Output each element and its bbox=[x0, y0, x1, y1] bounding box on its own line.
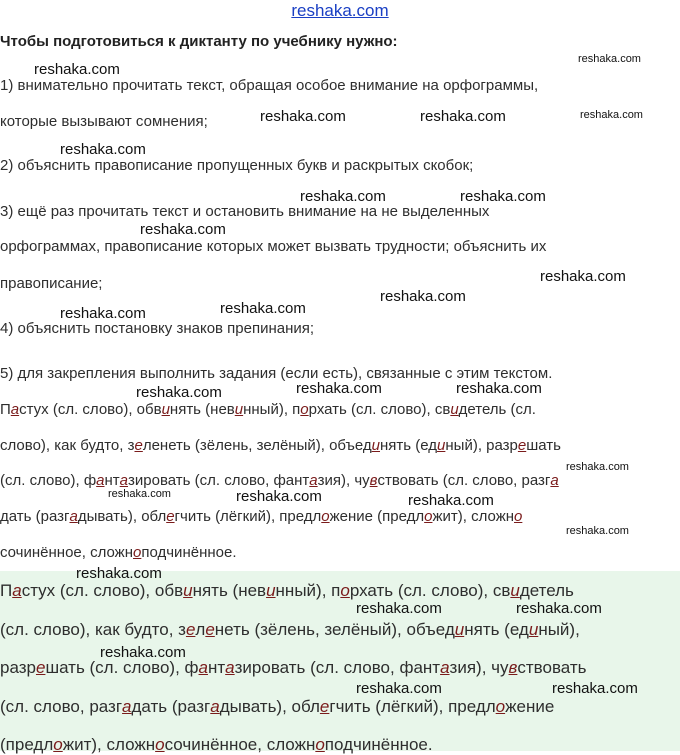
watermark: reshaka.com bbox=[296, 380, 382, 397]
answer-line-2: слово), как будто, зеленеть (зёлень, зелёный), объединять (единый), разрешать bbox=[0, 437, 561, 454]
watermark: reshaka.com bbox=[380, 288, 466, 305]
watermark: reshaka.com bbox=[460, 188, 546, 205]
watermark: reshaka.com bbox=[516, 600, 602, 617]
watermark: reshaka.com bbox=[260, 108, 346, 125]
watermark: reshaka.com bbox=[34, 61, 120, 78]
watermark: reshaka.com bbox=[136, 384, 222, 401]
step-4: 4) объяснить постановку знаков препинания; bbox=[0, 320, 315, 337]
watermark: reshaka.com bbox=[60, 305, 146, 322]
green-answer-line-4: (сл. слово, разгадать (разгадывать), облегчить (лёгкий), предложение bbox=[0, 697, 555, 716]
watermark: reshaka.com bbox=[140, 221, 226, 238]
watermark: reshaka.com bbox=[300, 188, 386, 205]
watermark: reshaka.com bbox=[408, 492, 494, 509]
watermark: reshaka.com bbox=[540, 268, 626, 285]
step-3-line-1: 3) ещё раз прочитать текст и остановить внимание на не выделенных bbox=[0, 203, 490, 220]
green-answer-line-2: (сл. слово), как будто, зеленеть (зёлень, зелёный), объединять (единый), bbox=[0, 620, 580, 639]
watermark: reshaka.com bbox=[566, 525, 629, 537]
green-answer-line-3: разрешать (сл. слово), фантазировать (сл. слово, фантазия), чувствовать bbox=[0, 658, 587, 677]
watermark: reshaka.com bbox=[220, 300, 306, 317]
watermark: reshaka.com bbox=[236, 488, 322, 505]
answer-line-5: сочинённое, сложноподчинённое. bbox=[0, 544, 237, 561]
watermark: reshaka.com bbox=[60, 141, 146, 158]
step-1-line-2: которые вызывают сомнения; bbox=[0, 113, 208, 130]
watermark: reshaka.com bbox=[420, 108, 506, 125]
watermark: reshaka.com bbox=[76, 565, 162, 582]
watermark: reshaka.com bbox=[552, 680, 638, 697]
green-answer-line-1: Пастух (сл. слово), обвинять (невинный), порхать (сл. слово), свидетель bbox=[0, 581, 574, 600]
watermark: reshaka.com bbox=[108, 488, 171, 500]
answer-line-4: дать (разгадывать), облегчить (лёгкий), предложение (предложит), сложно bbox=[0, 508, 523, 525]
green-answer-line-5: (предложит), сложносочинённое, сложноподчинённое. bbox=[0, 735, 433, 754]
step-3-line-2: орфограммах, правописание которых может вызвать трудности; объяснить их bbox=[0, 238, 547, 255]
site-link[interactable]: reshaka.com bbox=[291, 1, 389, 20]
answer-line-1: Пастух (сл. слово), обвинять (невинный), порхать (сл. слово), свидетель (сл. bbox=[0, 401, 536, 418]
watermark: reshaka.com bbox=[456, 380, 542, 397]
page-heading: Чтобы подготовиться к диктанту по учебнику нужно: bbox=[0, 33, 398, 50]
step-1-line-1: 1) внимательно прочитать текст, обращая особое внимание на орфограммы, bbox=[0, 77, 539, 94]
watermark: reshaka.com bbox=[100, 644, 186, 661]
step-2: 2) объяснить правописание пропущенных букв и раскрытых скобок; bbox=[0, 157, 474, 174]
step-5: 5) для закрепления выполнить задания (если есть), связанные с этим текстом. bbox=[0, 365, 553, 382]
watermark: reshaka.com bbox=[578, 53, 641, 65]
step-3-line-3: правописание; bbox=[0, 275, 103, 292]
watermark: reshaka.com bbox=[356, 600, 442, 617]
watermark: reshaka.com bbox=[356, 680, 442, 697]
watermark: reshaka.com bbox=[580, 109, 643, 121]
answer-line-3: (сл. слово), фантазировать (сл. слово, фантазия), чувствовать (сл. слово, разга bbox=[0, 472, 559, 489]
watermark: reshaka.com bbox=[566, 461, 629, 473]
